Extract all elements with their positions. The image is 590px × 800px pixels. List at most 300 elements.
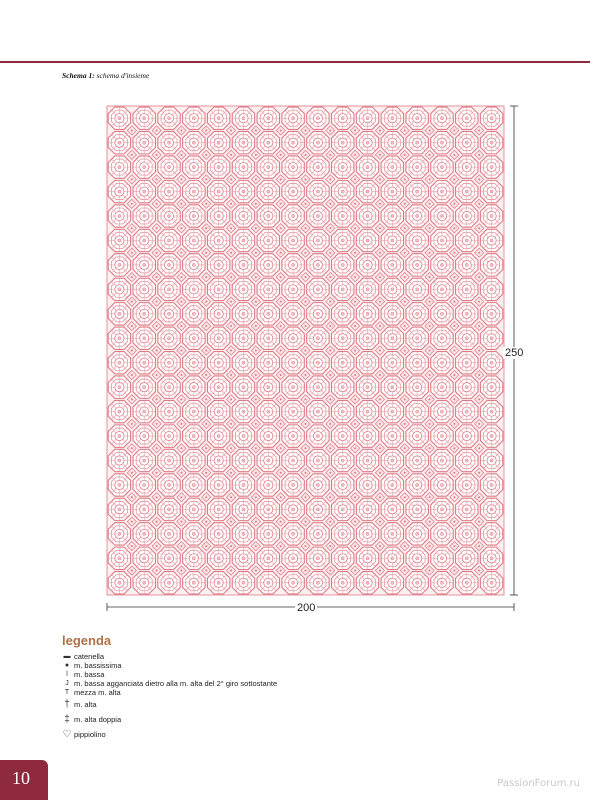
crochet-motif (282, 229, 304, 251)
crochet-motif (108, 229, 130, 251)
crochet-motif (257, 572, 279, 594)
crochet-motif (332, 474, 354, 496)
crochet-motif (307, 547, 329, 569)
crochet-motif (332, 523, 354, 545)
crochet-motif (356, 303, 378, 325)
crochet-motif (406, 254, 428, 276)
crochet-motif (406, 278, 428, 300)
crochet-motif (158, 449, 180, 471)
crochet-motif (381, 205, 403, 227)
crochet-motif (133, 352, 155, 374)
crochet-motif (406, 400, 428, 422)
crochet-motif (431, 303, 453, 325)
crochet-motif (381, 303, 403, 325)
crochet-motif (133, 547, 155, 569)
crochet-motif (282, 376, 304, 398)
crochet-motif (307, 156, 329, 178)
crochet-motif (332, 131, 354, 153)
crochet-motif (108, 547, 130, 569)
crochet-motif (207, 107, 229, 129)
crochet-motif (307, 303, 329, 325)
crochet-motif (207, 572, 229, 594)
crochet-motif (108, 572, 130, 594)
crochet-motif (307, 131, 329, 153)
crochet-motif (456, 278, 478, 300)
crochet-motif (133, 449, 155, 471)
crochet-motif (431, 474, 453, 496)
crochet-motif (307, 352, 329, 374)
crochet-motif (480, 425, 502, 447)
crochet-motif (431, 180, 453, 202)
crochet-motif (332, 205, 354, 227)
crochet-motif (158, 180, 180, 202)
crochet-motif (480, 205, 502, 227)
crochet-motif (183, 205, 205, 227)
crochet-motif (356, 547, 378, 569)
crochet-motif (133, 229, 155, 251)
crochet-motif (282, 425, 304, 447)
crochet-motif (480, 229, 502, 251)
crochet-motif (431, 254, 453, 276)
crochet-motif (480, 254, 502, 276)
crochet-motif (257, 131, 279, 153)
crochet-motif (232, 131, 254, 153)
crochet-motif (282, 523, 304, 545)
crochet-motif (133, 376, 155, 398)
crochet-motif (431, 131, 453, 153)
crochet-motif (108, 474, 130, 496)
crochet-motif (207, 131, 229, 153)
crochet-motif (456, 376, 478, 398)
crochet-motif (480, 278, 502, 300)
crochet-motif (133, 572, 155, 594)
page-number: 10 (12, 768, 30, 788)
crochet-motif (332, 180, 354, 202)
crochet-motif (232, 303, 254, 325)
crochet-motif (282, 327, 304, 349)
crochet-motif (356, 156, 378, 178)
crochet-motif (332, 156, 354, 178)
legend-item (62, 670, 522, 679)
crochet-motif (232, 498, 254, 520)
crochet-motif (108, 449, 130, 471)
crochet-motif (307, 449, 329, 471)
crochet-motif (381, 352, 403, 374)
crochet-motif (183, 449, 205, 471)
crochet-motif (381, 523, 403, 545)
crochet-motif (307, 107, 329, 129)
crochet-motif (133, 180, 155, 202)
crochet-motif (381, 376, 403, 398)
crochet-motif (108, 352, 130, 374)
crochet-motif (356, 376, 378, 398)
crochet-motif (232, 107, 254, 129)
crochet-motif (133, 474, 155, 496)
legend-item-label: m. alta doppia (74, 715, 122, 724)
crochet-motif (456, 107, 478, 129)
crochet-motif (381, 156, 403, 178)
crochet-motif (381, 400, 403, 422)
crochet-motif (480, 547, 502, 569)
legend-item (62, 679, 522, 688)
crochet-motif (207, 376, 229, 398)
crochet-motif (406, 498, 428, 520)
crochet-motif (431, 425, 453, 447)
crochet-motif (431, 278, 453, 300)
crochet-motif (282, 107, 304, 129)
crochet-motif (356, 523, 378, 545)
crochet-motif (257, 278, 279, 300)
crochet-motif (332, 303, 354, 325)
crochet-motif (356, 254, 378, 276)
crochet-motif (183, 352, 205, 374)
crochet-motif (456, 572, 478, 594)
crochet-motif (456, 547, 478, 569)
legend-item-label: m. bassa (74, 670, 105, 679)
crochet-motif (332, 547, 354, 569)
crochet-motif (108, 131, 130, 153)
crochet-motif (257, 327, 279, 349)
crochet-motif (232, 400, 254, 422)
crochet-motif (232, 278, 254, 300)
crochet-motif (307, 474, 329, 496)
crochet-motif (456, 352, 478, 374)
crochet-motif (282, 474, 304, 496)
treble-crochet-icon: ‡ (64, 714, 70, 725)
crochet-motif (108, 107, 130, 129)
crochet-motif (282, 303, 304, 325)
crochet-motif (108, 278, 130, 300)
crochet-motif (431, 547, 453, 569)
crochet-motif (381, 278, 403, 300)
crochet-motif (307, 425, 329, 447)
crochet-motif (332, 254, 354, 276)
crochet-motif (232, 352, 254, 374)
crochet-motif (183, 107, 205, 129)
crochet-motif (232, 474, 254, 496)
crochet-motif (480, 131, 502, 153)
crochet-motif (207, 156, 229, 178)
crochet-motif (133, 156, 155, 178)
crochet-motif (183, 425, 205, 447)
crochet-motif (431, 107, 453, 129)
crochet-motif (307, 229, 329, 251)
crochet-motif (158, 229, 180, 251)
crochet-motif (332, 327, 354, 349)
crochet-motif (282, 547, 304, 569)
legend-item (62, 697, 522, 712)
crochet-motif (456, 449, 478, 471)
crochet-motif (456, 254, 478, 276)
crochet-motif (158, 107, 180, 129)
crochet-motif (307, 254, 329, 276)
crochet-motif (456, 523, 478, 545)
crochet-motif (158, 352, 180, 374)
crochet-motif (406, 547, 428, 569)
crochet-motif (183, 156, 205, 178)
hooked-single-crochet-icon: J (65, 680, 69, 687)
crochet-motif (480, 107, 502, 129)
crochet-motif (108, 303, 130, 325)
crochet-motif (431, 449, 453, 471)
schema-caption-text: schema d'insieme (96, 71, 150, 80)
crochet-motif (108, 523, 130, 545)
crochet-motif (456, 303, 478, 325)
crochet-motif (158, 474, 180, 496)
crochet-motif (158, 425, 180, 447)
crochet-motif (356, 400, 378, 422)
crochet-motif (307, 278, 329, 300)
crochet-motif (307, 180, 329, 202)
crochet-motif (431, 498, 453, 520)
crochet-motif (406, 572, 428, 594)
crochet-motif (158, 547, 180, 569)
crochet-motif (207, 278, 229, 300)
crochet-motif (406, 327, 428, 349)
crochet-motif (183, 572, 205, 594)
crochet-motif (257, 303, 279, 325)
crochet-motif (108, 425, 130, 447)
crochet-motif (158, 376, 180, 398)
crochet-motif (232, 425, 254, 447)
crochet-motif (480, 352, 502, 374)
crochet-motif (232, 229, 254, 251)
crochet-motif (456, 131, 478, 153)
legend-item (62, 712, 522, 727)
crochet-motif (406, 523, 428, 545)
crochet-motif (232, 449, 254, 471)
crochet-motif (133, 107, 155, 129)
crochet-motif (431, 156, 453, 178)
crochet-motif (133, 254, 155, 276)
crochet-motif (456, 498, 478, 520)
crochet-motif (381, 131, 403, 153)
crochet-motif (356, 180, 378, 202)
crochet-motif (207, 229, 229, 251)
crochet-motif (232, 572, 254, 594)
crochet-motif (456, 474, 478, 496)
crochet-motif (456, 205, 478, 227)
crochet-motif (257, 425, 279, 447)
crochet-motif (232, 523, 254, 545)
crochet-motif (183, 303, 205, 325)
crochet-motif (381, 572, 403, 594)
crochet-motif (381, 474, 403, 496)
crochet-motif (480, 376, 502, 398)
crochet-motif (406, 474, 428, 496)
crochet-motif (207, 425, 229, 447)
crochet-motif (406, 107, 428, 129)
crochet-motif (257, 180, 279, 202)
crochet-motif (431, 352, 453, 374)
crochet-motif (257, 376, 279, 398)
crochet-motif (158, 205, 180, 227)
crochet-motif (307, 498, 329, 520)
crochet-motif (456, 229, 478, 251)
crochet-motif (307, 205, 329, 227)
crochet-motif (207, 547, 229, 569)
crochet-motif (257, 156, 279, 178)
crochet-motif (406, 229, 428, 251)
crochet-motif (332, 376, 354, 398)
crochet-motif (307, 327, 329, 349)
crochet-motif (332, 229, 354, 251)
crochet-motif (480, 400, 502, 422)
crochet-motif (406, 180, 428, 202)
crochet-motif (232, 156, 254, 178)
crochet-motif (183, 523, 205, 545)
crochet-motif (406, 376, 428, 398)
crochet-motif (207, 352, 229, 374)
crochet-motif (431, 400, 453, 422)
legend-item (62, 688, 522, 697)
width-label: 200 (297, 602, 316, 614)
crochet-motif (257, 400, 279, 422)
crochet-motif (480, 180, 502, 202)
crochet-motif (108, 498, 130, 520)
legend-item (62, 727, 522, 742)
crochet-motif (108, 254, 130, 276)
crochet-motif (282, 352, 304, 374)
crochet-motif (133, 400, 155, 422)
crochet-motif (381, 425, 403, 447)
crochet-motif (158, 303, 180, 325)
crochet-motif (232, 376, 254, 398)
crochet-motif (207, 327, 229, 349)
crochet-motif (307, 572, 329, 594)
crochet-motif (158, 498, 180, 520)
crochet-motif (282, 449, 304, 471)
crochet-motif (183, 474, 205, 496)
crochet-motif (158, 156, 180, 178)
legend-item-label: catenella (74, 652, 105, 661)
legend-item-label: mezza m. alta (74, 688, 121, 697)
crochet-motif (406, 449, 428, 471)
crochet-motif (183, 254, 205, 276)
crochet-motif (257, 449, 279, 471)
crochet-motif (480, 523, 502, 545)
crochet-motif (332, 352, 354, 374)
slip-stitch-icon: ● (64, 662, 70, 669)
crochet-motif (108, 376, 130, 398)
crochet-motif (480, 474, 502, 496)
crochet-motif (108, 327, 130, 349)
crochet-motif (480, 572, 502, 594)
schema-caption-label: Schema 1: (62, 71, 95, 80)
crochet-motif (356, 205, 378, 227)
crochet-motif (480, 303, 502, 325)
crochet-motif (183, 498, 205, 520)
watermark: PassionForum.ru (497, 778, 580, 789)
crochet-motif (183, 400, 205, 422)
crochet-motif (108, 180, 130, 202)
crochet-motif (282, 572, 304, 594)
crochet-motif (257, 205, 279, 227)
crochet-motif (356, 352, 378, 374)
crochet-motif (133, 278, 155, 300)
crochet-motif (431, 229, 453, 251)
crochet-motif (158, 572, 180, 594)
legend-item-label: m. bassa agganciata dietro alla m. alta del 2° giro sottostante (74, 679, 278, 688)
crochet-motif (232, 327, 254, 349)
crochet-motif (282, 180, 304, 202)
crochet-motif (158, 254, 180, 276)
crochet-motif (406, 205, 428, 227)
crochet-motif (257, 547, 279, 569)
crochet-motif (406, 303, 428, 325)
crochet-motif (381, 498, 403, 520)
crochet-motif (232, 205, 254, 227)
crochet-motif (232, 254, 254, 276)
crochet-motif (183, 180, 205, 202)
crochet-motif (456, 425, 478, 447)
crochet-motif (207, 523, 229, 545)
crochet-motif (257, 107, 279, 129)
crochet-motif (183, 376, 205, 398)
crochet-motif (282, 400, 304, 422)
crochet-motif (158, 278, 180, 300)
single-crochet-icon: ǀ (66, 671, 68, 678)
crochet-motif (406, 131, 428, 153)
crochet-motif (158, 400, 180, 422)
crochet-motif (158, 523, 180, 545)
crochet-motif (381, 327, 403, 349)
legend-item-label: pippiolino (74, 730, 106, 739)
crochet-motif (307, 523, 329, 545)
crochet-motif (232, 180, 254, 202)
legend-list (62, 652, 522, 742)
crochet-motif (332, 572, 354, 594)
crochet-motif (133, 523, 155, 545)
half-double-crochet-icon: T (64, 689, 70, 696)
crochet-motif (108, 400, 130, 422)
crochet-motif (108, 205, 130, 227)
crochet-motif (332, 498, 354, 520)
crochet-motif (232, 547, 254, 569)
crochet-motif (406, 352, 428, 374)
chain-stitch-icon: ▬ (63, 653, 71, 660)
crochet-motif (356, 498, 378, 520)
crochet-motif (133, 425, 155, 447)
crochet-motif (207, 449, 229, 471)
crochet-motif (381, 107, 403, 129)
crochet-motif (431, 327, 453, 349)
crochet-motif (133, 498, 155, 520)
crochet-motif (332, 400, 354, 422)
crochet-motif (356, 131, 378, 153)
crochet-motif (480, 498, 502, 520)
crochet-motif (282, 278, 304, 300)
crochet-motif (207, 180, 229, 202)
crochet-motif (158, 327, 180, 349)
crochet-motif (133, 327, 155, 349)
crochet-motif (381, 180, 403, 202)
crochet-motif (431, 205, 453, 227)
crochet-motif (183, 278, 205, 300)
crochet-motif (480, 156, 502, 178)
crochet-motif (406, 425, 428, 447)
crochet-motif (257, 352, 279, 374)
crochet-motif (431, 523, 453, 545)
crochet-motif (356, 278, 378, 300)
crochet-motif (183, 327, 205, 349)
crochet-motif (356, 572, 378, 594)
double-crochet-icon: † (64, 699, 70, 710)
crochet-motif (332, 449, 354, 471)
crochet-motif (356, 425, 378, 447)
crochet-motif (356, 449, 378, 471)
legend-item-label: m. bassissima (74, 661, 122, 670)
